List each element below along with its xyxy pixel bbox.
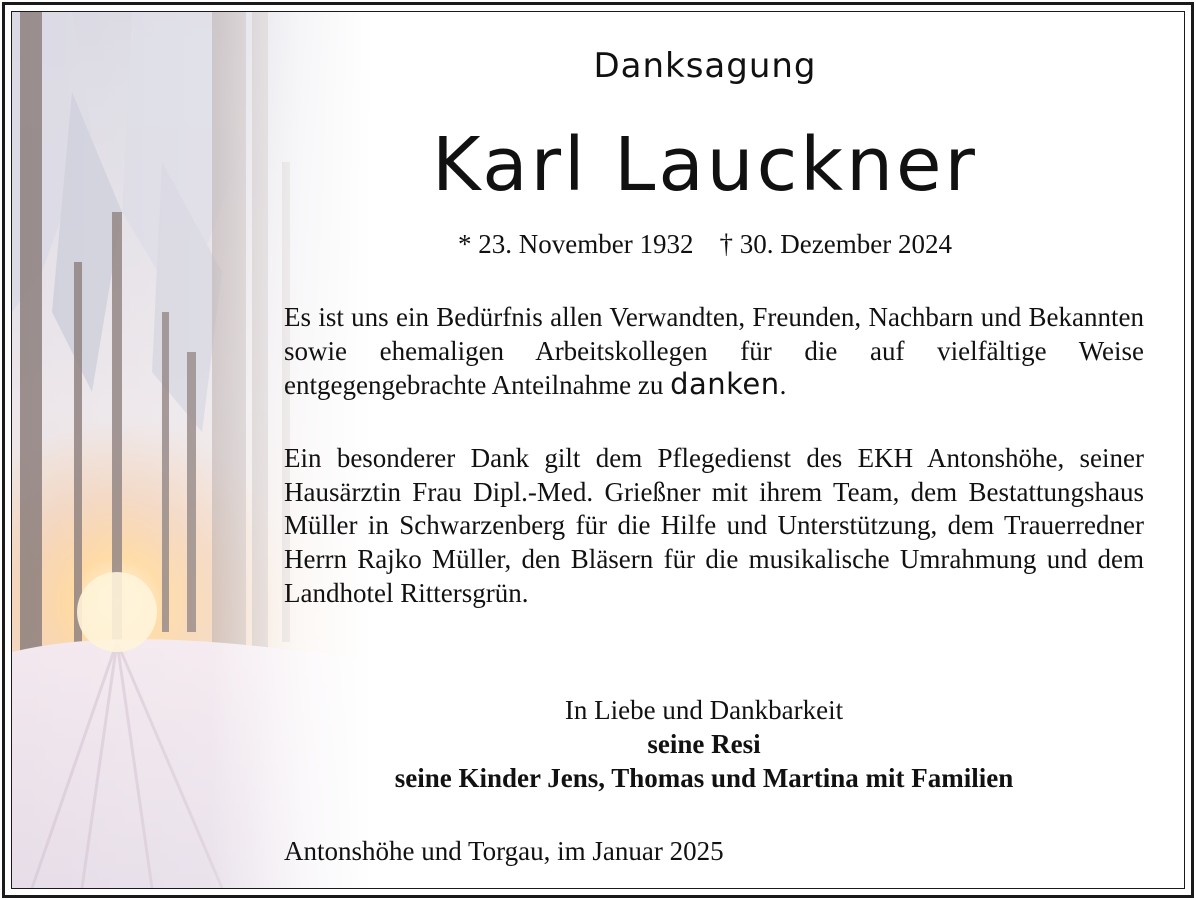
birth-date: * 23. November 1932 (458, 229, 694, 259)
life-dates (290, 229, 1120, 260)
death-date: † 30. Dezember 2024 (719, 229, 952, 259)
paragraph-1-end: . (779, 370, 787, 401)
paragraph-1-text: Es ist uns ein Bedürfnis allen Verwandten, Freunden, Nachbarn und Bekannten sowie ehemaligen Arbeitskollegen für die auf vielfältige Weise entgegengebrachte Anteilnahme zu (284, 302, 1144, 401)
paragraph-1-emphasis: danken (670, 367, 780, 402)
signoff-family: seine Kinder Jens, Thomas und Martina mit Familien (394, 763, 1014, 793)
deceased-name: Karl Lauckner (432, 122, 978, 208)
thanks-paragraph-1 (284, 301, 1144, 403)
notice-title: Danksagung (593, 46, 817, 86)
place-and-date: Antonshöhe und Torgau, im Januar 2025 (284, 836, 724, 866)
signoff-spouse: seine Resi (647, 729, 761, 759)
thanks-paragraph-2: Ein besonderer Dank gilt dem Pflegedienst des EKH Antonshöhe, seiner Hausärztin Frau Dipl.-Med. Grießner mit ihrem Team, dem Bestattungshaus Müller in Schwarzenberg für die Hilfe und Unterstützung, dem Trauerredner Herrn Rajko Müller, den Bläsern für die musikalische Umrahmung und dem Landhotel Rittersgrün. (284, 443, 1144, 608)
signoff-greeting: In Liebe und Dankbarkeit (564, 695, 844, 725)
